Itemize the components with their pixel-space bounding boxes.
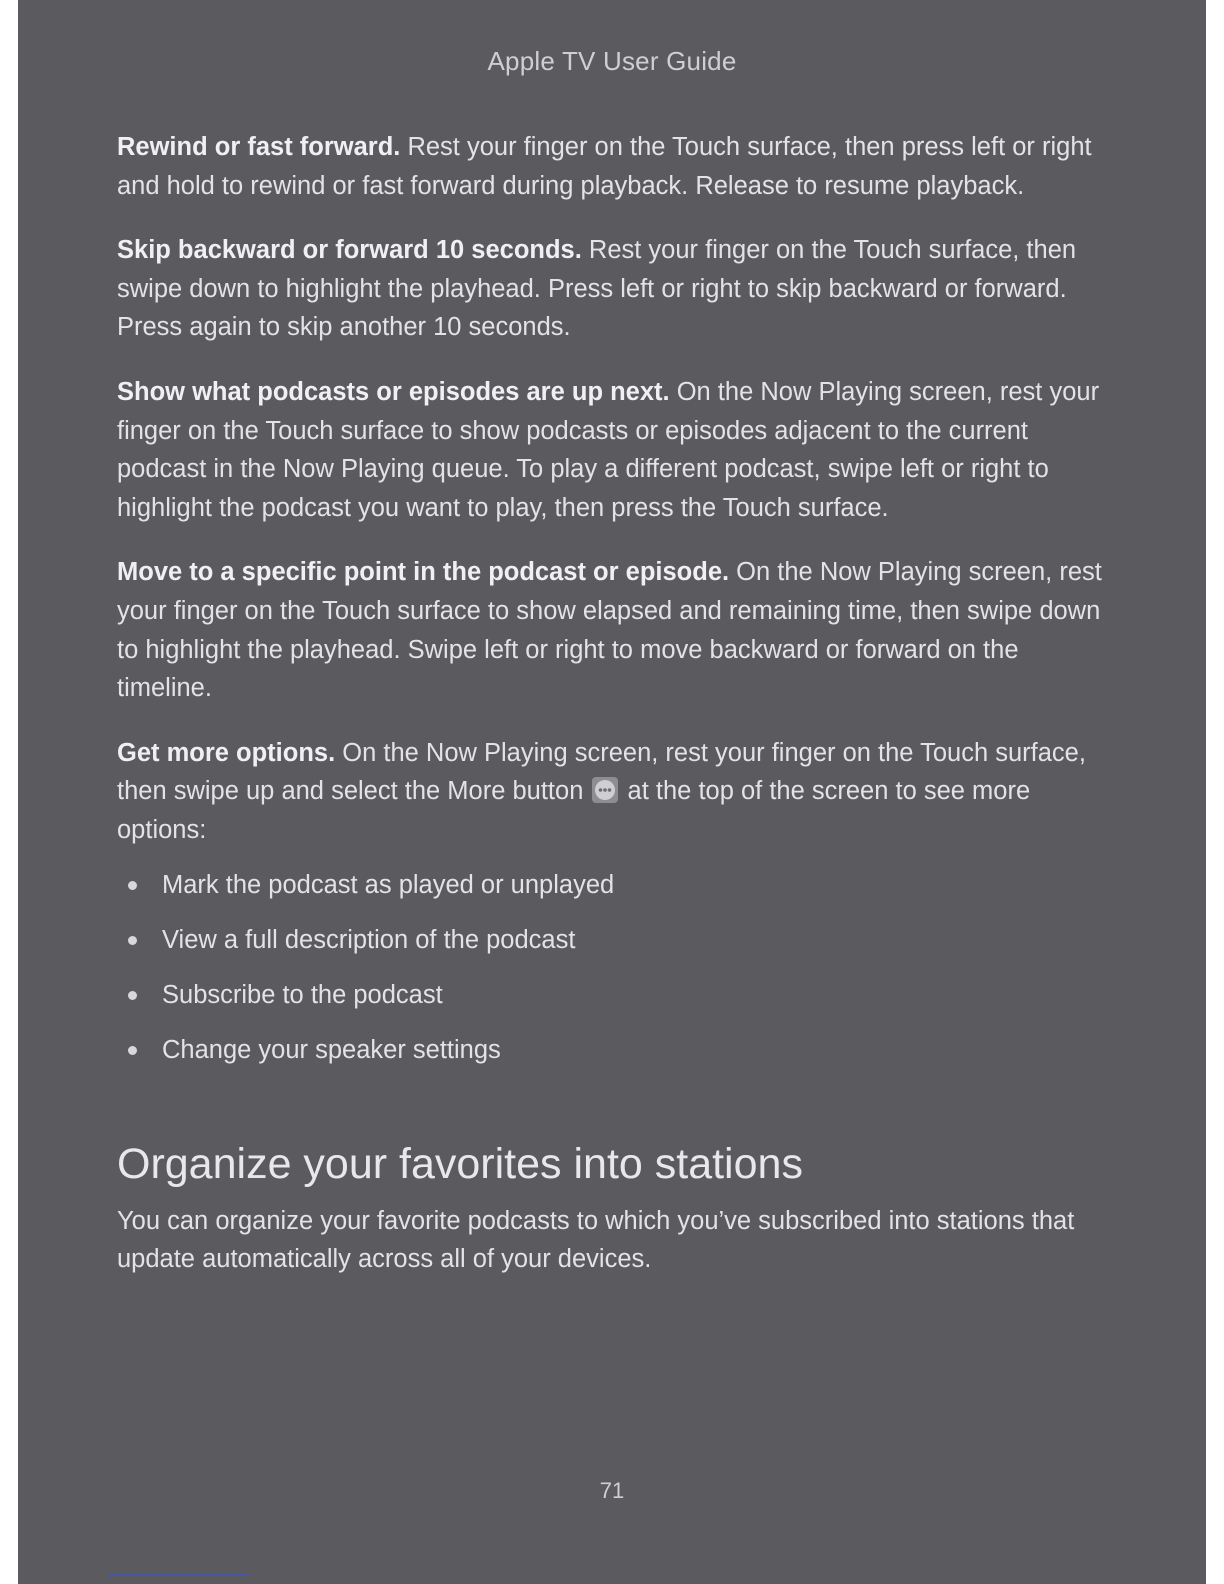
paragraph-move-point xyxy=(117,553,1107,707)
section-body: You can organize your favorite podcasts to which you’ve subscribed into stations that update automatically across all of your devices. xyxy=(117,1206,1075,1274)
paragraph-lead: Get more options. xyxy=(117,738,336,767)
bullet-icon xyxy=(128,1046,137,1055)
paragraph-lead: Move to a specific point in the podcast or episode. xyxy=(117,558,730,587)
list-item xyxy=(117,1031,1107,1086)
list-item-text: Mark the podcast as played or unplayed xyxy=(162,870,615,899)
section-heading: Organize your favorites into stations xyxy=(117,1139,803,1188)
more-icon xyxy=(592,777,618,803)
paragraph-text: On the Now Playing screen, rest your finger on the Touch surface to show podcasts or episodes adjacent to the current podcast in the Now Playing queue. To play a different podcast, swipe left or right to highlight the podcast you want to play, then press the Touch surface. xyxy=(117,377,1100,522)
bullet-icon xyxy=(128,936,137,945)
paragraph-text: Rest your finger on the Touch surface, then press left or right and hold to rewind or fast forward during playback. Release to resume playback. xyxy=(117,133,1092,200)
page-number: 71 xyxy=(599,1478,625,1503)
list-item-text: Subscribe to the podcast xyxy=(162,980,443,1009)
paragraph-more-options xyxy=(117,734,1107,850)
list-item-text: View a full description of the podcast xyxy=(162,925,576,954)
document-page xyxy=(18,0,1206,1584)
paragraph-lead: Show what podcasts or episodes are up next. xyxy=(117,377,670,406)
paragraph-text: at the top of the screen to see more options: xyxy=(117,777,1031,844)
paragraph-skip xyxy=(117,231,1107,347)
running-header: Apple TV User Guide xyxy=(487,46,737,76)
list-item xyxy=(117,866,1107,921)
options-list xyxy=(117,866,1107,1086)
paragraph-text: On the Now Playing screen, rest your finger on the Touch surface, then swipe up and select the More button xyxy=(117,738,1086,806)
paragraph-up-next xyxy=(117,373,1107,527)
paragraph-rewind xyxy=(117,128,1107,205)
paragraph-text: Rest your finger on the Touch surface, then swipe down to highlight the playhead. Press left or right to skip backward or forward. Press again to skip another 10 seconds. xyxy=(117,236,1077,342)
paragraph-lead: Skip backward or forward 10 seconds. xyxy=(117,236,582,265)
list-item xyxy=(117,976,1107,1031)
page-content xyxy=(117,128,1107,1305)
link-underline[interactable] xyxy=(108,1575,249,1576)
list-item xyxy=(117,921,1107,976)
paragraph-text: On the Now Playing screen, rest your finger on the Touch surface to show elapsed and remaining time, then swipe down to highlight the playhead. Swipe left or right to move backward or forward on the timeline. xyxy=(117,558,1102,703)
paragraph-lead: Rewind or fast forward. xyxy=(117,133,401,161)
bullet-icon xyxy=(128,881,137,890)
bullet-icon xyxy=(128,991,137,1000)
list-item-text: Change your speaker settings xyxy=(162,1035,501,1064)
